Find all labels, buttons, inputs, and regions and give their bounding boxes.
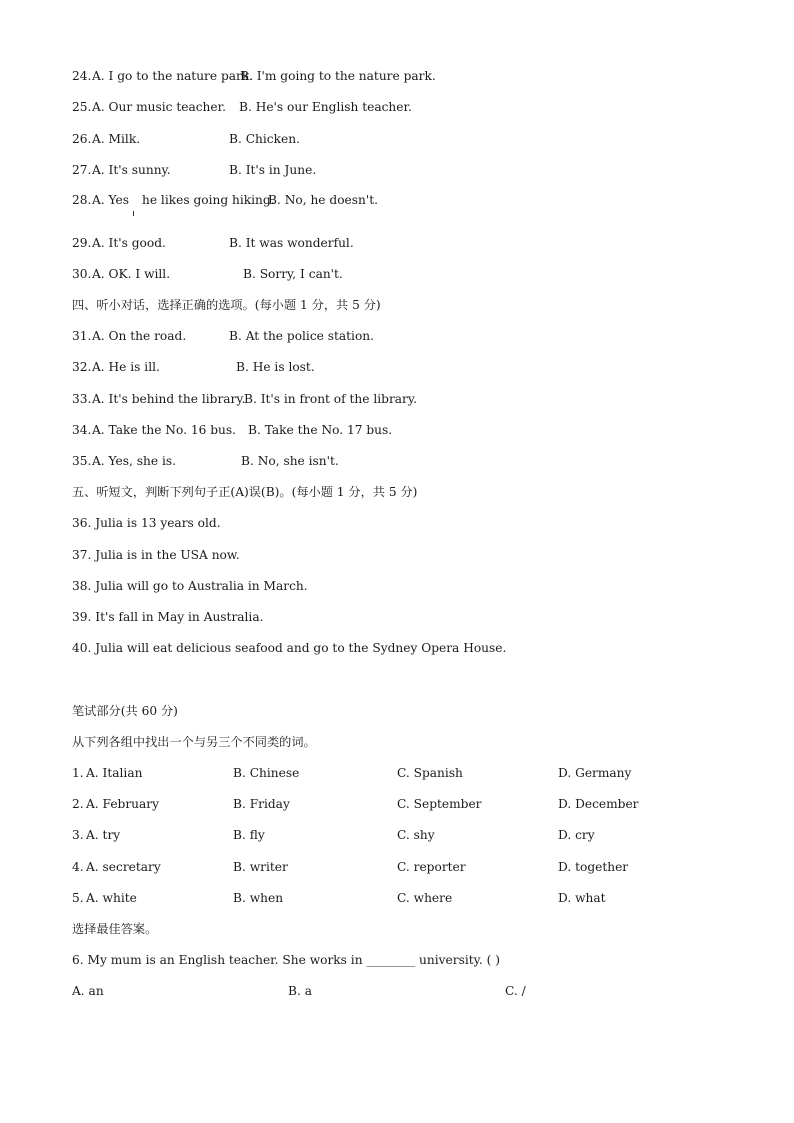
option-a: A. Yes, she is.	[92, 454, 176, 468]
section-5-title: 五、听短文，判断下列句子正(A)误(B)。(每小题 1 分，共 5 分)	[72, 485, 418, 499]
question-number: 32.	[72, 360, 92, 374]
option-b: B. I'm going to the nature park.	[240, 69, 436, 83]
section-4-title: 四、听小对话，选择正确的选项。(每小题 1 分，共 5 分)	[72, 298, 381, 312]
question-number: 26.	[72, 132, 92, 146]
option-a: A. It's sunny.	[92, 163, 171, 177]
question-number: 27.	[72, 163, 92, 177]
best-answer-instruction: 选择最佳答案。	[72, 922, 158, 936]
option-a: A. secretary	[86, 860, 161, 874]
option-a: A. Milk.	[92, 132, 141, 146]
stray-comma-mark	[133, 211, 134, 216]
option-a: A. Italian	[86, 766, 143, 780]
statement-37: 37. Julia is in the USA now.	[72, 548, 240, 562]
option-b: B. No, she isn't.	[241, 454, 339, 468]
option-a: A. He is ill.	[92, 360, 160, 374]
question-number: 5.	[72, 891, 84, 905]
option-a: A. Our music teacher.	[92, 100, 226, 114]
question-number: 24.	[72, 69, 92, 83]
statement-39: 39. It's fall in May in Australia.	[72, 610, 264, 624]
option-c: C. reporter	[397, 860, 466, 874]
option-b: B. No, he doesn't.	[268, 193, 378, 207]
option-a: A. Take the No. 16 bus.	[92, 423, 236, 437]
option-b: B. fly	[233, 828, 265, 842]
option-d: D. Germany	[558, 766, 632, 780]
odd-one-out-instruction: 从下列各组中找出一个与另三个不同类的词。	[72, 735, 316, 749]
option-c: C. September	[397, 797, 482, 811]
option-b: B. Sorry, I can't.	[243, 267, 343, 281]
option-a: A. It's behind the library.	[92, 392, 246, 406]
question-number: 3.	[72, 828, 84, 842]
option-b: B. At the police station.	[229, 329, 375, 343]
statement-36: 36. Julia is 13 years old.	[72, 516, 221, 530]
option-c: C. /	[505, 984, 526, 998]
option-b: B. Friday	[233, 797, 290, 811]
option-c: C. where	[397, 891, 453, 905]
option-b: B. when	[233, 891, 284, 905]
option-a: A. an	[72, 984, 104, 998]
option-b: B. It's in front of the library.	[244, 392, 418, 406]
option-a-continued: he likes going hiking.	[142, 193, 275, 207]
question-number: 33.	[72, 392, 92, 406]
option-a: A. February	[86, 797, 160, 811]
option-a: A. OK. I will.	[92, 267, 171, 281]
statement-38: 38. Julia will go to Australia in March.	[72, 579, 308, 593]
question-number: 2.	[72, 797, 84, 811]
question-number: 25.	[72, 100, 92, 114]
option-c: C. Spanish	[397, 766, 463, 780]
option-b: B. writer	[233, 860, 288, 874]
option-a: A. Yes	[92, 193, 130, 207]
option-b: B. He is lost.	[236, 360, 315, 374]
question-number: 30.	[72, 267, 92, 281]
option-d: D. cry	[558, 828, 595, 842]
question-6-stem: 6. My mum is an English teacher. She works in ________ university. ( )	[72, 953, 501, 967]
option-d: D. what	[558, 891, 606, 905]
question-number: 29.	[72, 236, 92, 250]
option-a: A. I go to the nature park.	[92, 69, 254, 83]
option-b: B. Take the No. 17 bus.	[248, 423, 393, 437]
option-b: B. Chicken.	[229, 132, 300, 146]
option-a: A. try	[86, 828, 121, 842]
option-c: C. shy	[397, 828, 435, 842]
option-b: B. It was wonderful.	[229, 236, 354, 250]
option-d: D. December	[558, 797, 639, 811]
option-a: A. white	[86, 891, 137, 905]
question-number: 28.	[72, 193, 92, 207]
question-number: 34.	[72, 423, 92, 437]
question-number: 35.	[72, 454, 92, 468]
question-number: 4.	[72, 860, 84, 874]
statement-40: 40. Julia will eat delicious seafood and go to the Sydney Opera House.	[72, 641, 507, 655]
question-number: 31.	[72, 329, 92, 343]
option-a: A. On the road.	[92, 329, 187, 343]
option-a: A. It's good.	[92, 236, 166, 250]
option-b: B. It's in June.	[229, 163, 317, 177]
option-d: D. together	[558, 860, 629, 874]
option-b: B. Chinese	[233, 766, 300, 780]
written-part-title: 笔试部分(共 60 分)	[72, 704, 178, 718]
question-number: 1.	[72, 766, 84, 780]
option-b: B. He's our English teacher.	[239, 100, 412, 114]
option-b: B. a	[288, 984, 312, 998]
